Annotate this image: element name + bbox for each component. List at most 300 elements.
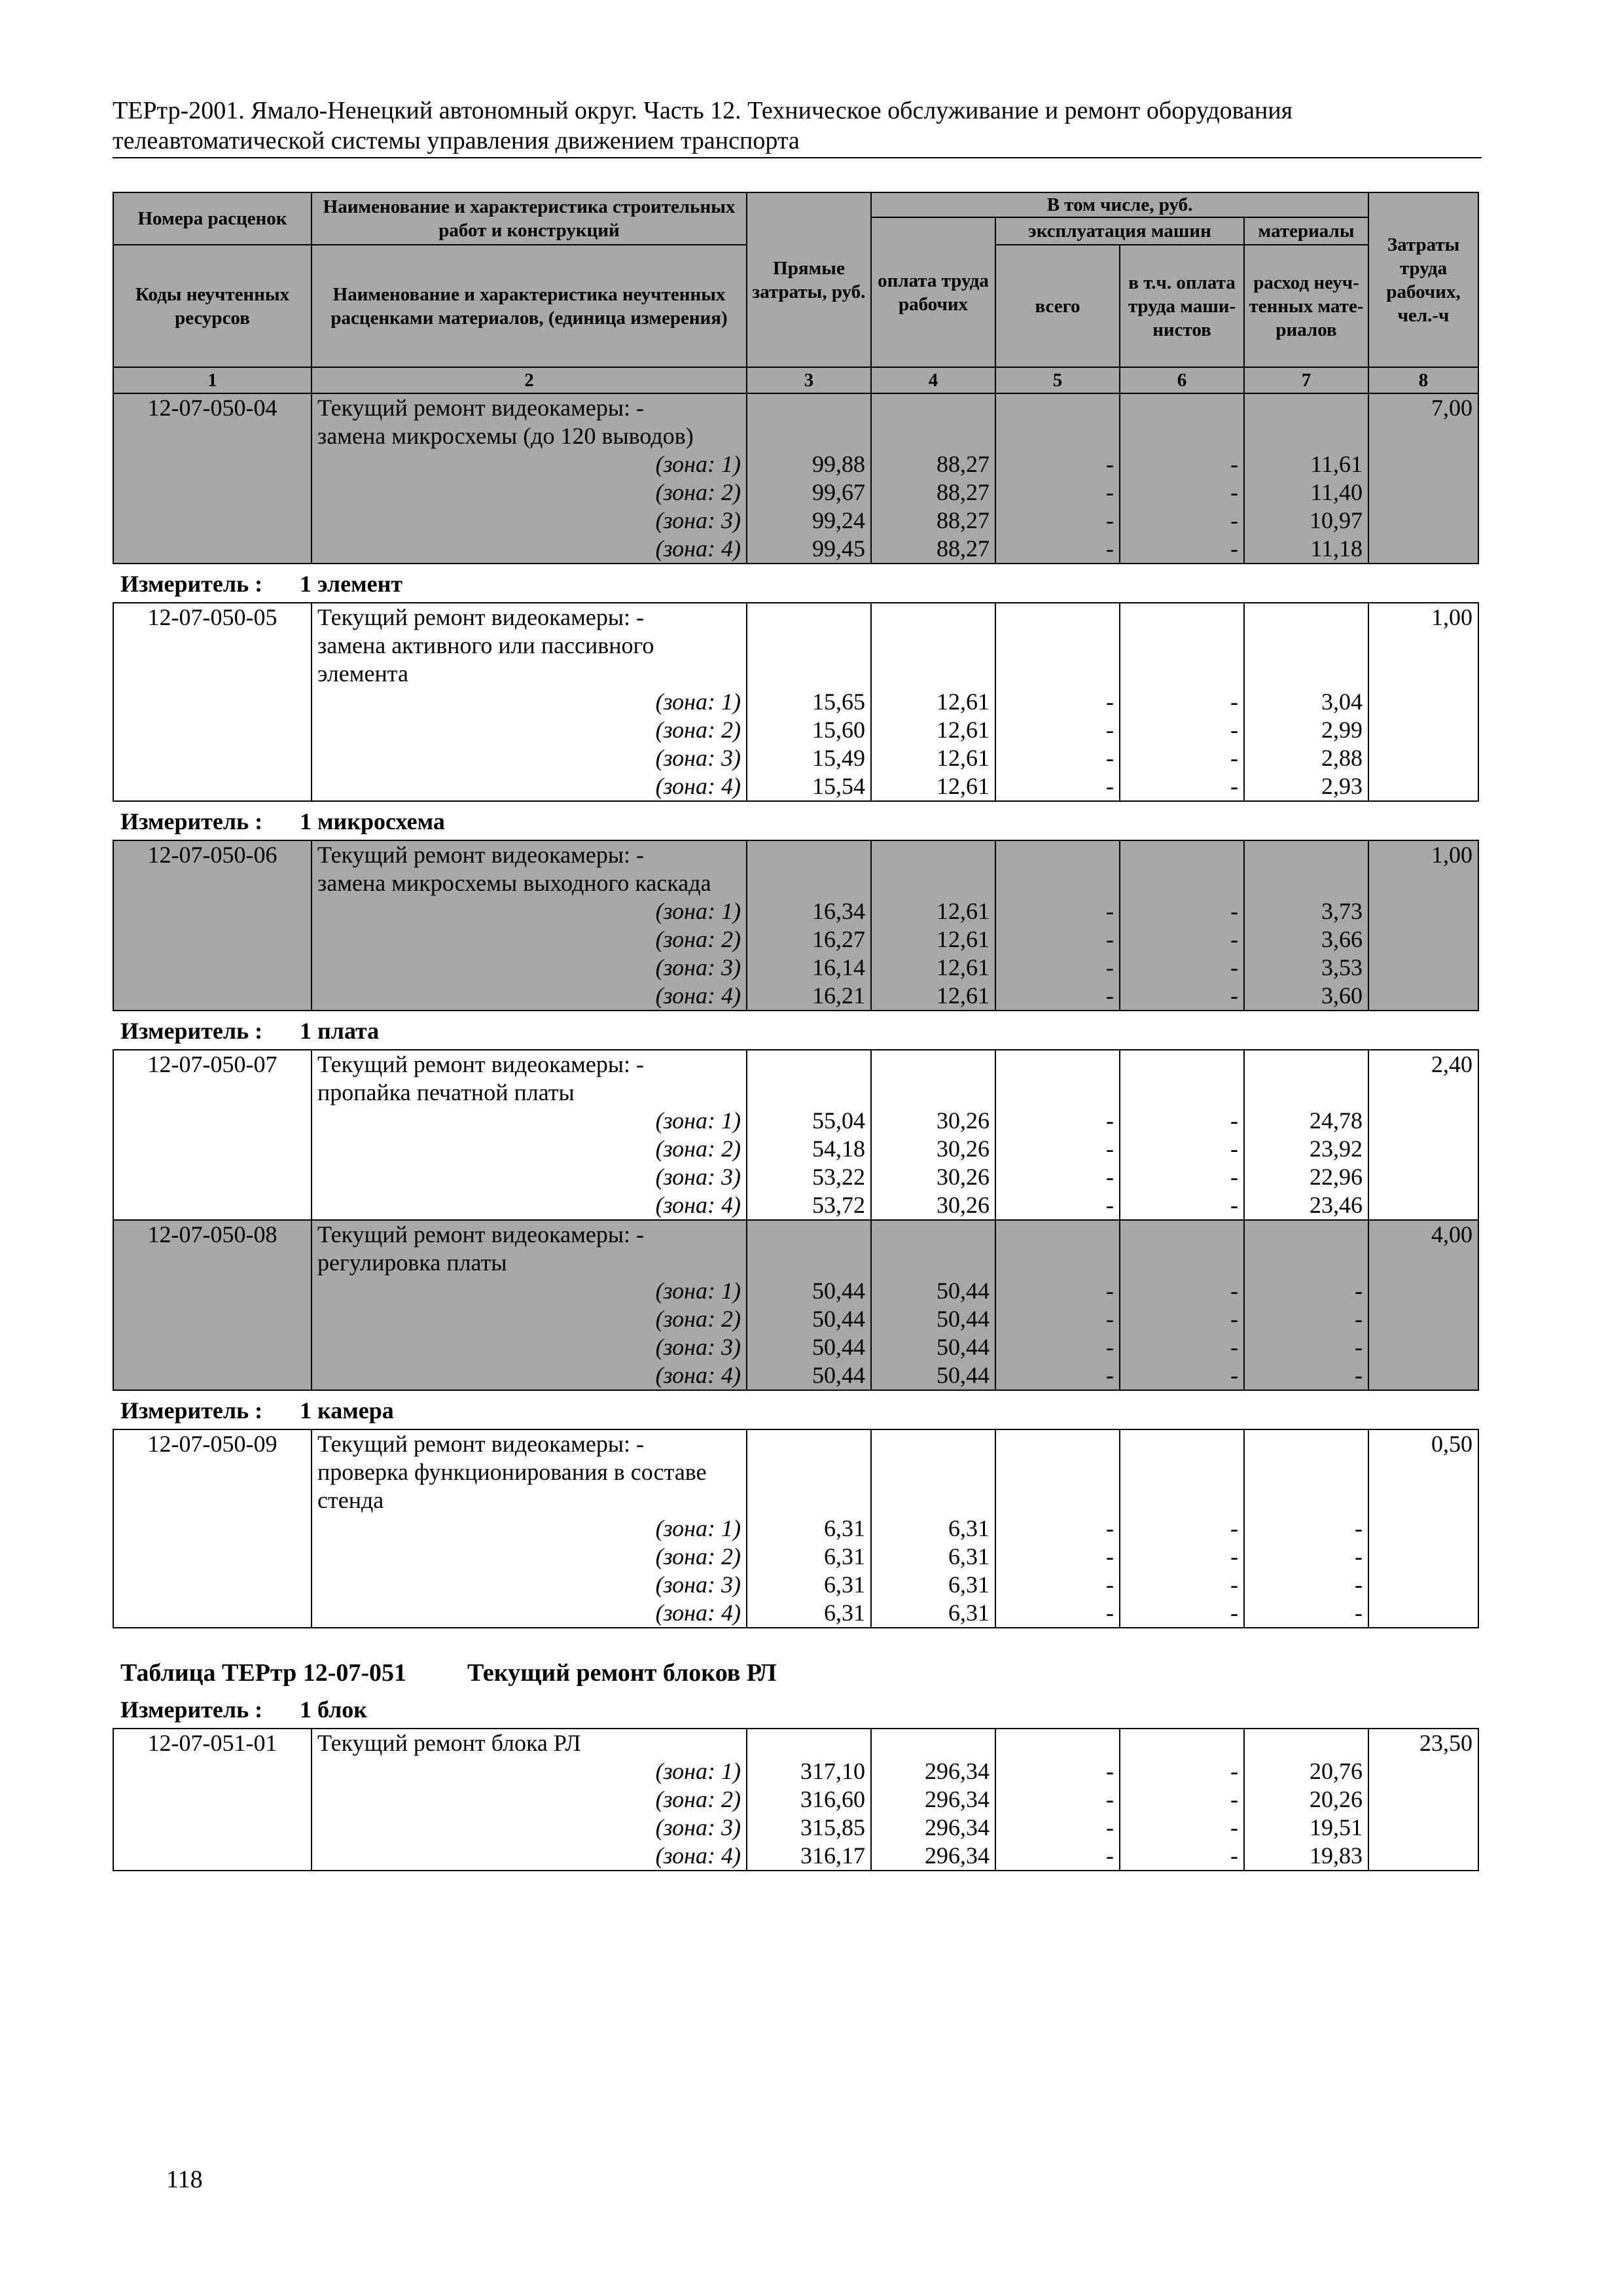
worker-pay: 50,44: [871, 1277, 995, 1305]
zone-label: (зона: 4): [312, 535, 747, 564]
rate-block: [113, 840, 1479, 1011]
header-rule: [113, 157, 1482, 158]
machinist-pay: -: [1120, 478, 1244, 507]
zone-label: (зона: 1): [312, 1757, 747, 1785]
rate-description-line: Текущий ремонт блока РЛ: [312, 1729, 747, 1757]
direct-cost: 15,54: [747, 772, 871, 801]
direct-cost: 50,44: [747, 1333, 871, 1361]
machinist-pay: -: [1120, 1757, 1244, 1785]
machinist-pay: -: [1120, 1814, 1244, 1842]
worker-pay: 88,27: [871, 507, 995, 535]
materials-cost: 19,83: [1244, 1842, 1368, 1871]
machinist-pay: -: [1120, 1191, 1244, 1220]
zone-row: [113, 1599, 1478, 1628]
labor-cost: 0,50: [1368, 1429, 1478, 1458]
rate-description-line: Текущий ремонт видеокамеры: -: [312, 1429, 747, 1458]
labor-cost: [1368, 1249, 1478, 1277]
rate-code: [113, 660, 312, 688]
materials-cost: -: [1244, 1333, 1368, 1361]
header-machine-operation: эксплуатация машин: [995, 217, 1244, 245]
measure-unit-label: Измеритель :: [120, 1397, 263, 1424]
materials-cost: 23,92: [1244, 1135, 1368, 1163]
direct-cost: 99,88: [747, 450, 871, 478]
machines-total: -: [995, 688, 1120, 716]
machines-total: -: [995, 1361, 1120, 1390]
machines-total: -: [995, 1191, 1120, 1220]
materials-cost: -: [1244, 1599, 1368, 1628]
machinist-pay: -: [1120, 1599, 1244, 1628]
rate-name-row: [113, 1729, 1478, 1757]
machines-total: -: [995, 982, 1120, 1011]
rate-code: [113, 1079, 312, 1107]
labor-cost: 4,00: [1368, 1220, 1478, 1249]
zone-row: [113, 1757, 1478, 1785]
rate-description-line: Текущий ремонт видеокамеры: -: [312, 393, 747, 422]
zone-label: (зона: 4): [312, 772, 747, 801]
machinist-pay: -: [1120, 954, 1244, 982]
rate-block: [113, 1429, 1479, 1628]
direct-cost: 15,49: [747, 744, 871, 772]
direct-cost: 16,14: [747, 954, 871, 982]
machinist-pay: -: [1120, 1515, 1244, 1543]
measure-unit-label: Измеритель :: [120, 808, 263, 834]
rate-name-row: [113, 660, 1478, 688]
labor-cost: [1368, 632, 1478, 660]
direct-cost: 6,31: [747, 1571, 871, 1599]
rate-name-row: [113, 603, 1478, 632]
worker-pay: 88,27: [871, 450, 995, 478]
zone-row: [113, 450, 1478, 478]
direct-cost: 50,44: [747, 1305, 871, 1333]
measure-unit: [113, 1011, 1478, 1050]
zone-label: (зона: 3): [312, 954, 747, 982]
zone-label: (зона: 4): [312, 1361, 747, 1390]
machinist-pay: -: [1120, 535, 1244, 564]
machinist-pay: -: [1120, 1277, 1244, 1305]
direct-cost: 6,31: [747, 1515, 871, 1543]
worker-pay: 30,26: [871, 1135, 995, 1163]
zone-row: [113, 925, 1478, 954]
rate-code: [113, 869, 312, 897]
materials-cost: 23,46: [1244, 1191, 1368, 1220]
worker-pay: 50,44: [871, 1361, 995, 1390]
direct-cost: 54,18: [747, 1135, 871, 1163]
direct-cost: 55,04: [747, 1107, 871, 1135]
measure-unit-label: Измеритель :: [120, 1018, 263, 1044]
rate-description-line: регулировка платы: [312, 1249, 747, 1277]
measure-unit-value: 1 плата: [300, 1018, 380, 1044]
rate-code: 12-07-050-05: [113, 603, 312, 632]
direct-cost: 99,67: [747, 478, 871, 507]
materials-cost: 20,76: [1244, 1757, 1368, 1785]
materials-cost: 3,53: [1244, 954, 1368, 982]
worker-pay: 296,34: [871, 1814, 995, 1842]
rate-code: [113, 632, 312, 660]
machinist-pay: -: [1120, 744, 1244, 772]
rate-name-row: [113, 840, 1478, 869]
zone-label: (зона: 2): [312, 716, 747, 744]
rate-code: 12-07-050-09: [113, 1429, 312, 1458]
worker-pay: 6,31: [871, 1571, 995, 1599]
page-header: [113, 96, 1482, 156]
worker-pay: 12,61: [871, 688, 995, 716]
table-name: Текущий ремонт блоков РЛ: [467, 1659, 777, 1687]
labor-cost: 23,50: [1368, 1729, 1478, 1757]
direct-cost: 16,21: [747, 982, 871, 1011]
machines-total: -: [995, 450, 1120, 478]
header-material-name: Наименование и характеристика неучтенных расценками материалов, (единица измерения): [312, 245, 747, 367]
rate-code: 12-07-050-06: [113, 840, 312, 869]
column-number: 2: [312, 367, 747, 393]
machines-total: -: [995, 1599, 1120, 1628]
machinist-pay: -: [1120, 982, 1244, 1011]
labor-cost: [1368, 1486, 1478, 1515]
machines-total: -: [995, 1277, 1120, 1305]
materials-cost: 3,66: [1244, 925, 1368, 954]
measure-unit: [113, 802, 1478, 841]
header-machines-total: всего: [995, 245, 1120, 367]
labor-cost: [1368, 660, 1478, 688]
materials-cost: 3,73: [1244, 897, 1368, 925]
materials-cost: -: [1244, 1571, 1368, 1599]
rate-name-row: [113, 632, 1478, 660]
zone-row: [113, 507, 1478, 535]
header-materials: материалы: [1244, 217, 1368, 245]
header-line-2: телеавтоматической системы управления движением транспорта: [113, 127, 800, 154]
rate-name-row: [113, 1050, 1478, 1079]
table-051-blocks: [113, 1690, 1478, 1871]
header-unaccounted-materials: расход неуч-тенных мате-риалов: [1244, 245, 1368, 367]
rate-code: 12-07-051-01: [113, 1729, 312, 1757]
header-including: В том числе, руб.: [871, 192, 1368, 217]
direct-cost: 99,45: [747, 535, 871, 564]
zone-row: [113, 1305, 1478, 1333]
zone-row: [113, 1543, 1478, 1571]
machinist-pay: -: [1120, 1543, 1244, 1571]
rate-description-line: замена микросхемы (до 120 выводов): [312, 422, 747, 450]
materials-cost: -: [1244, 1543, 1368, 1571]
materials-cost: 11,18: [1244, 535, 1368, 564]
zone-label: (зона: 3): [312, 744, 747, 772]
rate-code: 12-07-050-07: [113, 1050, 312, 1079]
rate-description-line: Текущий ремонт видеокамеры: -: [312, 1050, 747, 1079]
materials-cost: 2,93: [1244, 772, 1368, 801]
machines-total: -: [995, 744, 1120, 772]
worker-pay: 30,26: [871, 1163, 995, 1191]
column-number: 6: [1120, 367, 1244, 393]
labor-cost: 2,40: [1368, 1050, 1478, 1079]
rate-description-line: Текущий ремонт видеокамеры: -: [312, 603, 747, 632]
direct-cost: 6,31: [747, 1599, 871, 1628]
rate-block: [113, 1049, 1479, 1221]
column-number: 5: [995, 367, 1120, 393]
labor-cost: 1,00: [1368, 603, 1478, 632]
machinist-pay: -: [1120, 1305, 1244, 1333]
machines-total: -: [995, 954, 1120, 982]
worker-pay: 12,61: [871, 897, 995, 925]
rate-name-row: [113, 869, 1478, 897]
worker-pay: 88,27: [871, 478, 995, 507]
zone-label: (зона: 2): [312, 1305, 747, 1333]
rates-section: [113, 192, 1478, 1871]
column-number: 1: [113, 367, 312, 393]
direct-cost: 53,72: [747, 1191, 871, 1220]
measure-unit: [113, 1391, 1478, 1430]
zone-label: (зона: 4): [312, 982, 747, 1011]
labor-cost: [1368, 422, 1478, 450]
machinist-pay: -: [1120, 688, 1244, 716]
worker-pay: 12,61: [871, 954, 995, 982]
materials-cost: 2,99: [1244, 716, 1368, 744]
direct-cost: 15,60: [747, 716, 871, 744]
materials-cost: 11,61: [1244, 450, 1368, 478]
machines-total: -: [995, 1135, 1120, 1163]
worker-pay: 30,26: [871, 1107, 995, 1135]
zone-row: [113, 478, 1478, 507]
zone-row: [113, 688, 1478, 716]
rate-block: [113, 602, 1479, 802]
worker-pay: 30,26: [871, 1191, 995, 1220]
worker-pay: 88,27: [871, 535, 995, 564]
header-labor-costs: Затраты труда рабочих, чел.-ч: [1368, 192, 1478, 367]
materials-cost: 10,97: [1244, 507, 1368, 535]
machines-total: -: [995, 1163, 1120, 1191]
machinist-pay: -: [1120, 1785, 1244, 1814]
machines-total: -: [995, 716, 1120, 744]
direct-cost: 50,44: [747, 1361, 871, 1390]
worker-pay: 6,31: [871, 1515, 995, 1543]
measure-unit-value: 1 камера: [300, 1397, 394, 1424]
header-rate-numbers: Номера расценок: [113, 192, 312, 245]
rate-description-line: проверка функционирования в составе: [312, 1458, 747, 1486]
materials-cost: 11,40: [1244, 478, 1368, 507]
rate-block: [113, 393, 1479, 564]
zone-row: [113, 1814, 1478, 1842]
header-work-name: Наименование и характеристика строительных работ и конструкций: [312, 192, 747, 245]
machinist-pay: -: [1120, 1333, 1244, 1361]
page-number: 118: [166, 2166, 203, 2193]
rate-name-row: [113, 1486, 1478, 1515]
machines-total: -: [995, 897, 1120, 925]
labor-cost: 7,00: [1368, 393, 1478, 422]
machines-total: -: [995, 1515, 1120, 1543]
direct-cost: 6,31: [747, 1543, 871, 1571]
machines-total: -: [995, 772, 1120, 801]
table-title: [113, 1656, 1478, 1690]
machinist-pay: -: [1120, 450, 1244, 478]
column-number: 4: [871, 367, 995, 393]
rate-code: [113, 1486, 312, 1515]
materials-cost: -: [1244, 1515, 1368, 1543]
header-machinist-pay: в т.ч. оплата труда маши-нистов: [1120, 245, 1244, 367]
zone-row: [113, 1135, 1478, 1163]
materials-cost: 24,78: [1244, 1107, 1368, 1135]
materials-cost: 22,96: [1244, 1163, 1368, 1191]
materials-cost: 2,88: [1244, 744, 1368, 772]
machinist-pay: -: [1120, 897, 1244, 925]
worker-pay: 296,34: [871, 1757, 995, 1785]
zone-label: (зона: 2): [312, 1785, 747, 1814]
worker-pay: 12,61: [871, 925, 995, 954]
machinist-pay: -: [1120, 1107, 1244, 1135]
rate-code: [113, 1249, 312, 1277]
materials-cost: 19,51: [1244, 1814, 1368, 1842]
zone-row: [113, 897, 1478, 925]
zone-row: [113, 1842, 1478, 1871]
rate-name-row: [113, 1220, 1478, 1249]
machines-total: -: [995, 1842, 1120, 1871]
machines-total: -: [995, 1814, 1120, 1842]
machinist-pay: -: [1120, 1361, 1244, 1390]
direct-cost: 16,34: [747, 897, 871, 925]
zone-row: [113, 1333, 1478, 1361]
zone-label: (зона: 4): [312, 1599, 747, 1628]
machinist-pay: -: [1120, 1842, 1244, 1871]
zone-label: (зона: 3): [312, 507, 747, 535]
header-direct-costs: Прямые затраты, руб.: [747, 192, 871, 367]
column-number: 7: [1244, 367, 1368, 393]
zone-label: (зона: 3): [312, 1571, 747, 1599]
rate-description-line: замена микросхемы выходного каскада: [312, 869, 747, 897]
rate-description-line: пропайка печатной платы: [312, 1079, 747, 1107]
table-header: [113, 192, 1479, 394]
worker-pay: 50,44: [871, 1333, 995, 1361]
zone-label: (зона: 4): [312, 1842, 747, 1871]
zone-label: (зона: 1): [312, 450, 747, 478]
machines-total: -: [995, 1333, 1120, 1361]
zone-label: (зона: 1): [312, 1277, 747, 1305]
rate-name-row: [113, 1458, 1478, 1486]
rate-code: [113, 422, 312, 450]
machinist-pay: -: [1120, 1571, 1244, 1599]
worker-pay: 6,31: [871, 1599, 995, 1628]
zone-row: [113, 954, 1478, 982]
materials-cost: -: [1244, 1305, 1368, 1333]
labor-cost: [1368, 1458, 1478, 1486]
machinist-pay: -: [1120, 772, 1244, 801]
zone-label: (зона: 1): [312, 897, 747, 925]
rate-name-row: [113, 1429, 1478, 1458]
direct-cost: 15,65: [747, 688, 871, 716]
materials-cost: 3,04: [1244, 688, 1368, 716]
direct-cost: 50,44: [747, 1277, 871, 1305]
machines-total: -: [995, 535, 1120, 564]
worker-pay: 12,61: [871, 772, 995, 801]
zone-row: [113, 1361, 1478, 1390]
rate-description-line: элемента: [312, 660, 747, 688]
worker-pay: 12,61: [871, 982, 995, 1011]
worker-pay: 50,44: [871, 1305, 995, 1333]
worker-pay: 12,61: [871, 744, 995, 772]
machinist-pay: -: [1120, 1135, 1244, 1163]
machines-total: -: [995, 1757, 1120, 1785]
rate-description-line: стенда: [312, 1486, 747, 1515]
measure-unit: [113, 564, 1478, 603]
zone-label: (зона: 2): [312, 478, 747, 507]
zone-row: [113, 1277, 1478, 1305]
machines-total: -: [995, 478, 1120, 507]
measure-unit-label: Измеритель :: [120, 571, 263, 597]
machines-total: -: [995, 1785, 1120, 1814]
zone-label: (зона: 1): [312, 688, 747, 716]
zone-row: [113, 772, 1478, 801]
zone-label: (зона: 4): [312, 1191, 747, 1220]
rate-name-row: [113, 1079, 1478, 1107]
zone-row: [113, 535, 1478, 564]
machinist-pay: -: [1120, 1163, 1244, 1191]
materials-cost: -: [1244, 1277, 1368, 1305]
zone-label: (зона: 1): [312, 1515, 747, 1543]
rate-description-line: Текущий ремонт видеокамеры: -: [312, 840, 747, 869]
zone-row: [113, 1571, 1478, 1599]
table-050-blocks: [113, 393, 1478, 1628]
materials-cost: 3,60: [1244, 982, 1368, 1011]
zone-row: [113, 716, 1478, 744]
materials-cost: 20,26: [1244, 1785, 1368, 1814]
measure-unit: [113, 1690, 1478, 1729]
machines-total: -: [995, 1571, 1120, 1599]
measure-unit-label: Измеритель :: [120, 1696, 263, 1723]
machines-total: -: [995, 925, 1120, 954]
direct-cost: 316,60: [747, 1785, 871, 1814]
machines-total: -: [995, 507, 1120, 535]
rate-description-line: Текущий ремонт видеокамеры: -: [312, 1220, 747, 1249]
worker-pay: 296,34: [871, 1842, 995, 1871]
direct-cost: 53,22: [747, 1163, 871, 1191]
measure-unit-value: 1 элемент: [300, 571, 403, 597]
column-number: 3: [747, 367, 871, 393]
zone-label: (зона: 1): [312, 1107, 747, 1135]
rate-block: [113, 1219, 1479, 1391]
machines-total: -: [995, 1305, 1120, 1333]
zone-row: [113, 1163, 1478, 1191]
measure-unit-value: 1 блок: [300, 1696, 368, 1723]
rate-block: [113, 1728, 1479, 1871]
header-worker-pay: оплата труда рабочих: [871, 217, 995, 367]
zone-label: (зона: 2): [312, 925, 747, 954]
labor-cost: [1368, 869, 1478, 897]
header-resource-codes: Коды неучтенных ресурсов: [113, 245, 312, 367]
rate-name-row: [113, 1249, 1478, 1277]
zone-label: (зона: 3): [312, 1814, 747, 1842]
zone-row: [113, 982, 1478, 1011]
labor-cost: 1,00: [1368, 840, 1478, 869]
header-line-1: ТЕРтр-2001. Ямало-Ненецкий автономный округ. Часть 12. Техническое обслуживание и ремонт оборудования: [113, 97, 1293, 124]
labor-cost: [1368, 1079, 1478, 1107]
direct-cost: 16,27: [747, 925, 871, 954]
direct-cost: 317,10: [747, 1757, 871, 1785]
zone-label: (зона: 3): [312, 1333, 747, 1361]
direct-cost: 316,17: [747, 1842, 871, 1871]
rate-description-line: замена активного или пассивного: [312, 632, 747, 660]
zone-label: (зона: 2): [312, 1543, 747, 1571]
machinist-pay: -: [1120, 925, 1244, 954]
rate-code: 12-07-050-08: [113, 1220, 312, 1249]
zone-row: [113, 744, 1478, 772]
machinist-pay: -: [1120, 716, 1244, 744]
zone-row: [113, 1785, 1478, 1814]
machines-total: -: [995, 1543, 1120, 1571]
rate-name-row: [113, 422, 1478, 450]
zone-label: (зона: 2): [312, 1135, 747, 1163]
zone-row: [113, 1515, 1478, 1543]
rate-code: 12-07-050-04: [113, 393, 312, 422]
direct-cost: 315,85: [747, 1814, 871, 1842]
worker-pay: 6,31: [871, 1543, 995, 1571]
zone-row: [113, 1191, 1478, 1220]
machinist-pay: -: [1120, 507, 1244, 535]
worker-pay: 12,61: [871, 716, 995, 744]
